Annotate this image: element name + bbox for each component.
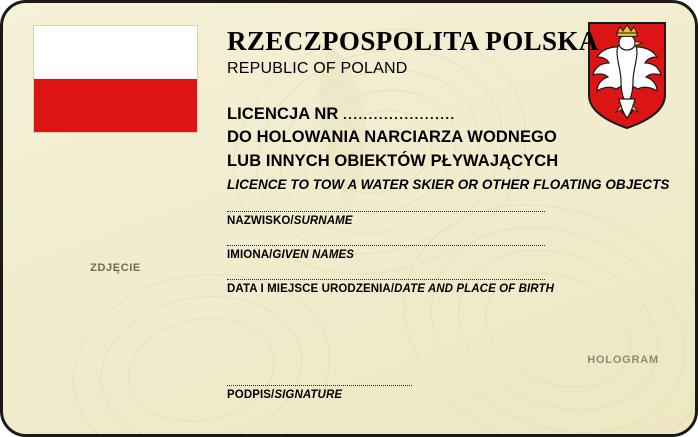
field-signature-caption — [227, 389, 412, 401]
field-signature-caption-pl: PODPIS/ — [227, 389, 275, 401]
polish-flag — [33, 25, 198, 133]
field-date-place-of-birth-rule — [227, 279, 545, 280]
field-signature — [227, 385, 412, 401]
document-header — [227, 27, 599, 78]
licence-purpose-line-en: LICENCE TO TOW A WATER SKIER OR OTHER FLOATING OBJECTS — [227, 177, 670, 193]
field-surname-caption-pl: NAZWISKO/ — [227, 215, 294, 227]
field-given-names-rule — [227, 245, 545, 246]
licence-number-dots: ...................... — [343, 107, 456, 122]
field-signature-rule — [227, 385, 412, 386]
field-date-place-of-birth-caption — [227, 283, 652, 295]
field-dob-caption-en: DATE AND PLACE OF BIRTH — [394, 283, 555, 295]
flag-white-stripe — [34, 26, 197, 79]
country-title-en: REPUBLIC OF POLAND — [227, 60, 408, 78]
hologram-placeholder-label: HOLOGRAM — [587, 354, 659, 366]
field-surname-caption-en: SURNAME — [293, 215, 353, 227]
field-given-names-caption — [227, 249, 652, 261]
field-date-place-of-birth — [227, 279, 652, 295]
field-dob-caption-pl: DATA I MIEJSCE URODZENIA/ — [227, 283, 395, 295]
licence-type-block — [227, 103, 670, 193]
licence-number-label: LICENCJA NR — [227, 105, 339, 123]
country-title-pl: RZECZPOSPOLITA POLSKA — [227, 26, 599, 56]
licence-purpose-line-2: LUB INNYCH OBIEKTÓW PŁYWAJĄCYCH — [227, 151, 559, 170]
field-signature-caption-en: SIGNATURE — [274, 389, 343, 401]
field-given-names — [227, 245, 652, 261]
field-surname-rule — [227, 211, 545, 212]
field-given-names-caption-en: GIVEN NAMES — [272, 249, 355, 261]
field-surname — [227, 211, 652, 227]
field-surname-caption — [227, 215, 652, 227]
data-fields — [227, 211, 652, 313]
field-given-names-caption-pl: IMIONA/ — [227, 249, 273, 261]
flag-red-stripe — [34, 79, 197, 132]
licence-purpose-line-1: DO HOLOWANIA NARCIARZA WODNEGO — [227, 128, 557, 147]
licence-number-line — [227, 103, 647, 126]
photo-placeholder-label: ZDJĘCIE — [90, 262, 141, 274]
photo-placeholder-area — [33, 133, 198, 403]
